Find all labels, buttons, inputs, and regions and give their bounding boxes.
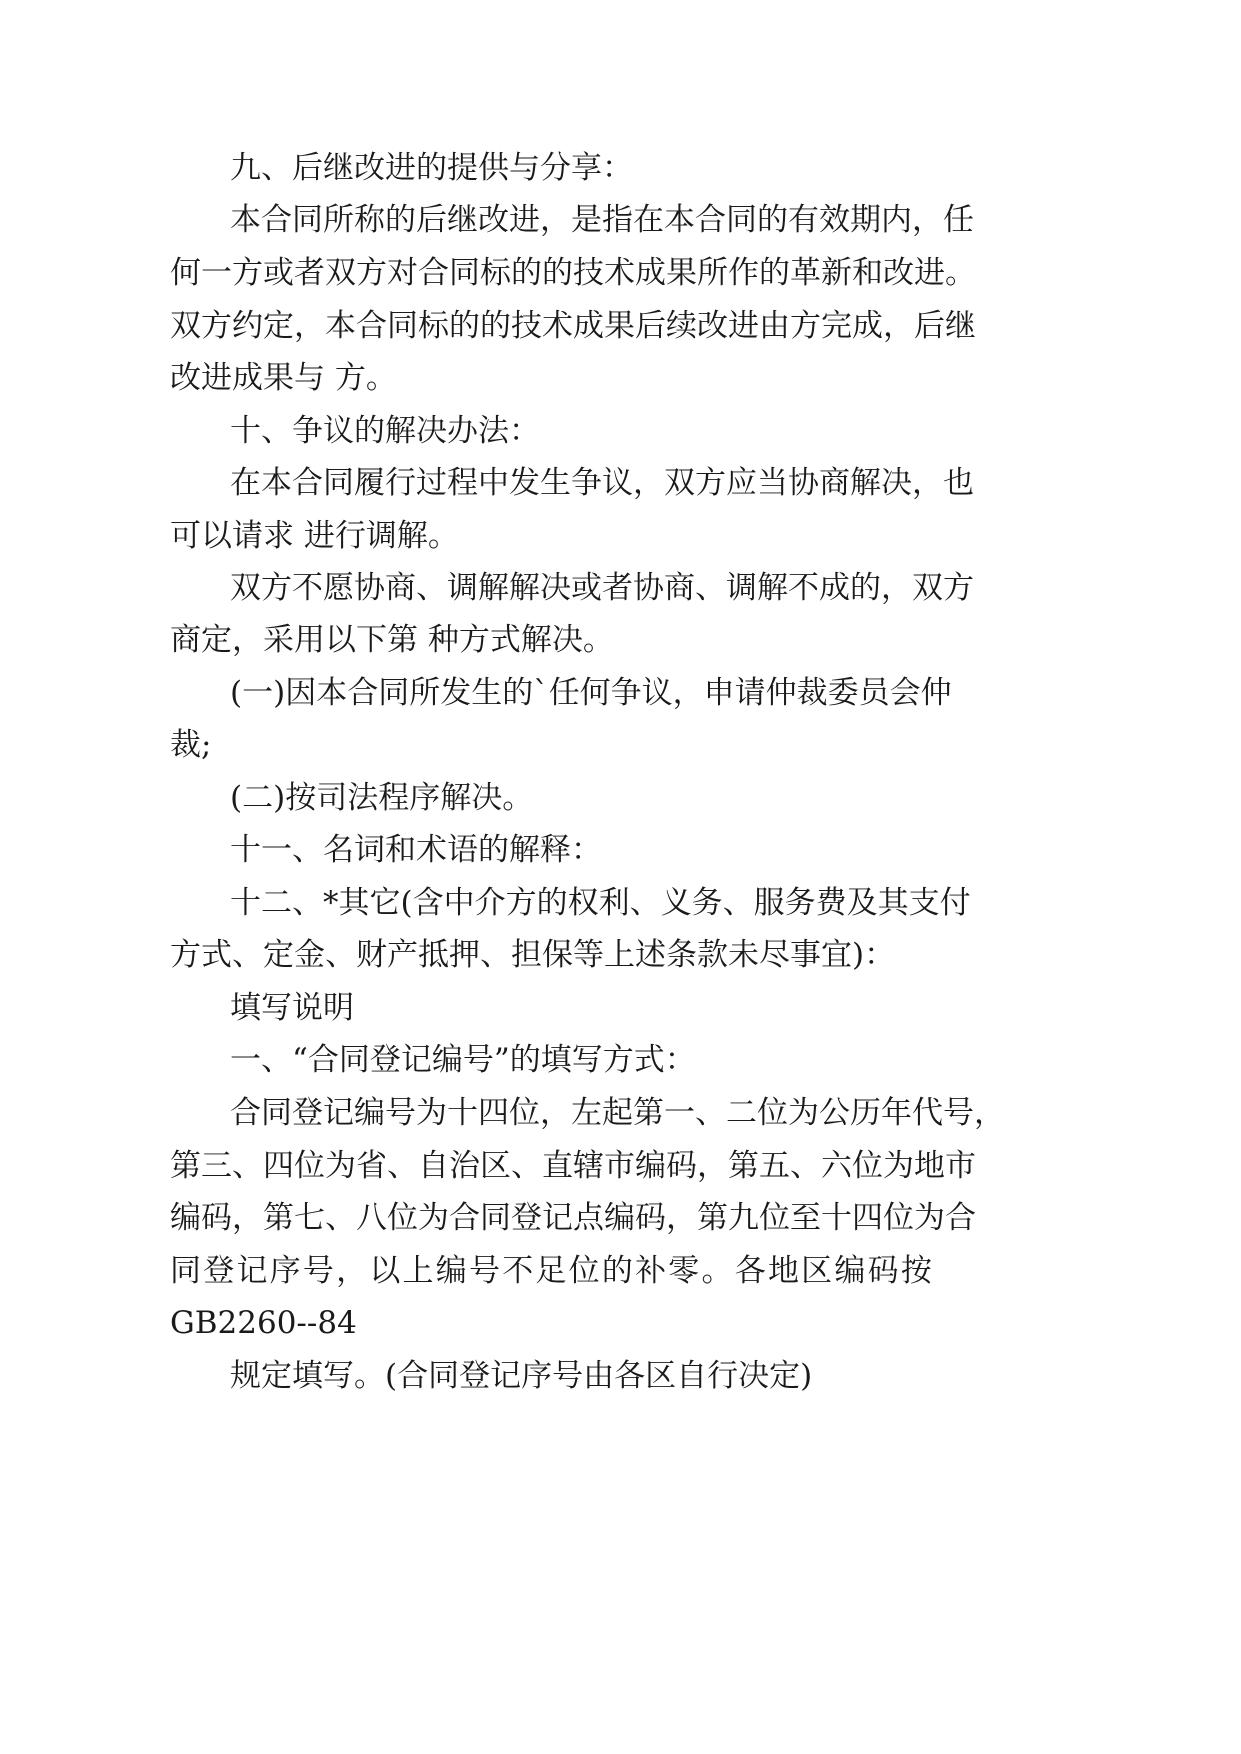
glyph: 同 — [292, 202, 323, 238]
glyph: ， — [881, 570, 912, 606]
paragraph-line — [170, 1251, 932, 1291]
glyph: 。 — [701, 1253, 733, 1289]
glyph: 效 — [819, 202, 850, 238]
glyph: 行 — [385, 465, 416, 501]
glyph: 也 — [943, 465, 974, 501]
glyph: 议 — [602, 465, 633, 501]
paragraph-line: GB2260--84 — [170, 1305, 357, 1341]
glyph: 登 — [203, 1253, 235, 1289]
list-item-2: (二)按司法程序解决。 — [230, 780, 534, 816]
paragraph-line: 商定，采用以下第 种方式解决。 — [170, 622, 614, 658]
paragraph-line: 双方约定，本合同标的的技术成果后续改进由方完成，后继 — [170, 308, 976, 344]
paragraph-line: 裁; — [170, 727, 212, 763]
glyph: 商 — [664, 570, 695, 606]
glyph: 、 — [695, 570, 726, 606]
glyph: 号 — [468, 1253, 500, 1289]
glyph: 愿 — [323, 570, 354, 606]
glyph: 应 — [726, 465, 757, 501]
glyph: 双 — [230, 570, 261, 606]
glyph: 地 — [767, 1253, 799, 1289]
glyph: 零 — [668, 1253, 700, 1289]
glyph: 编 — [435, 1253, 467, 1289]
glyph: 不 — [788, 570, 819, 606]
paragraph-line: 编码，第七、八位为合同登记点编码，第九位至十四位为合 — [170, 1200, 976, 1236]
glyph: 双 — [664, 465, 695, 501]
glyph: 上 — [402, 1253, 434, 1289]
glyph: 号 — [302, 1253, 334, 1289]
glyph: 本 — [664, 202, 695, 238]
glyph: 不 — [502, 1253, 534, 1289]
glyph: 合 — [261, 202, 292, 238]
glyph: 不 — [292, 570, 323, 606]
glyph: 协 — [354, 570, 385, 606]
glyph: 决 — [540, 570, 571, 606]
glyph: 有 — [788, 202, 819, 238]
glyph: 期 — [850, 202, 881, 238]
glyph: 内 — [881, 202, 912, 238]
paragraph-line: 可以请求 进行调解。 — [170, 518, 459, 554]
glyph: 足 — [535, 1253, 567, 1289]
glyph: 发 — [509, 465, 540, 501]
glyph: 改 — [478, 202, 509, 238]
glyph: 按 — [900, 1253, 932, 1289]
glyph: 合 — [695, 202, 726, 238]
paragraph-line — [230, 200, 974, 240]
glyph: 本 — [230, 202, 261, 238]
heading-section-11: 十一、名词和术语的解释： — [230, 832, 602, 868]
glyph: 同 — [726, 202, 757, 238]
heading-instruction-1: 一、“合同登记编号”的填写方式： — [230, 1042, 696, 1078]
glyph: 解 — [850, 465, 881, 501]
glyph: 争 — [571, 465, 602, 501]
glyph: 商 — [385, 570, 416, 606]
glyph: 协 — [633, 570, 664, 606]
glyph: ， — [540, 202, 571, 238]
glyph: 的 — [385, 202, 416, 238]
glyph: 解 — [478, 570, 509, 606]
glyph: 当 — [757, 465, 788, 501]
glyph: 者 — [602, 570, 633, 606]
glyph: 决 — [881, 465, 912, 501]
glyph: 协 — [788, 465, 819, 501]
list-item-1: (一)因本合同所发生的`任何争议，申请仲裁委员会仲 — [230, 675, 952, 711]
glyph: 履 — [354, 465, 385, 501]
glyph: 调 — [447, 570, 478, 606]
glyph: 位 — [568, 1253, 600, 1289]
glyph: ， — [633, 465, 664, 501]
glyph: 中 — [478, 465, 509, 501]
heading-section-12: 十二、*其它(含中介方的权利、义务、服务费及其支付 — [230, 885, 971, 921]
glyph: 以 — [369, 1253, 401, 1289]
glyph: 或 — [571, 570, 602, 606]
heading-section-10: 十、争议的解决办法： — [230, 413, 540, 449]
glyph: 指 — [602, 202, 633, 238]
glyph: 编 — [834, 1253, 866, 1289]
glyph: 方 — [943, 570, 974, 606]
heading-instructions: 填写说明 — [230, 990, 354, 1026]
glyph: 程 — [447, 465, 478, 501]
glyph: 后 — [416, 202, 447, 238]
glyph: 方 — [261, 570, 292, 606]
heading-section-9: 九、后继改进的提供与分享： — [230, 150, 633, 186]
glyph: 的 — [850, 570, 881, 606]
paragraph-line — [230, 463, 974, 503]
glyph: 补 — [635, 1253, 667, 1289]
glyph: 在 — [633, 202, 664, 238]
paragraph-line: 改进成果与 方。 — [170, 360, 397, 396]
glyph: 所 — [323, 202, 354, 238]
glyph: ， — [912, 202, 943, 238]
glyph: 在 — [230, 465, 261, 501]
glyph: 本 — [261, 465, 292, 501]
glyph: 的 — [757, 202, 788, 238]
glyph: 成 — [819, 570, 850, 606]
paragraph-line: 第三、四位为省、自治区、直辖市编码，第五、六位为地市 — [170, 1148, 976, 1184]
glyph: 方 — [695, 465, 726, 501]
glyph: 记 — [236, 1253, 268, 1289]
glyph: 是 — [571, 202, 602, 238]
paragraph-line — [230, 568, 974, 608]
glyph: 称 — [354, 202, 385, 238]
glyph: 各 — [734, 1253, 766, 1289]
glyph: 、 — [416, 570, 447, 606]
glyph: 解 — [509, 570, 540, 606]
glyph: 调 — [726, 570, 757, 606]
glyph: 序 — [269, 1253, 301, 1289]
glyph: 码 — [867, 1253, 899, 1289]
glyph: 任 — [943, 202, 974, 238]
glyph: 过 — [416, 465, 447, 501]
glyph: 生 — [540, 465, 571, 501]
glyph: 同 — [170, 1253, 201, 1289]
glyph: 区 — [801, 1253, 833, 1289]
paragraph-line: 何一方或者双方对合同标的的技术成果所作的革新和改进。 — [170, 255, 976, 291]
glyph: 继 — [447, 202, 478, 238]
glyph: 进 — [509, 202, 540, 238]
glyph: 双 — [912, 570, 943, 606]
glyph: 的 — [601, 1253, 633, 1289]
glyph: 合 — [292, 465, 323, 501]
paragraph-line: 规定填写。(合同登记序号由各区自行决定) — [230, 1358, 813, 1394]
paragraph-line: 合同登记编号为十四位，左起第一、二位为公历年代号， — [230, 1095, 1005, 1131]
glyph: 商 — [819, 465, 850, 501]
glyph: ， — [336, 1253, 368, 1289]
glyph: 解 — [757, 570, 788, 606]
glyph: ， — [912, 465, 943, 501]
paragraph-line: 方式、定金、财产抵押、担保等上述条款未尽事宜)： — [170, 937, 896, 973]
glyph: 同 — [323, 465, 354, 501]
